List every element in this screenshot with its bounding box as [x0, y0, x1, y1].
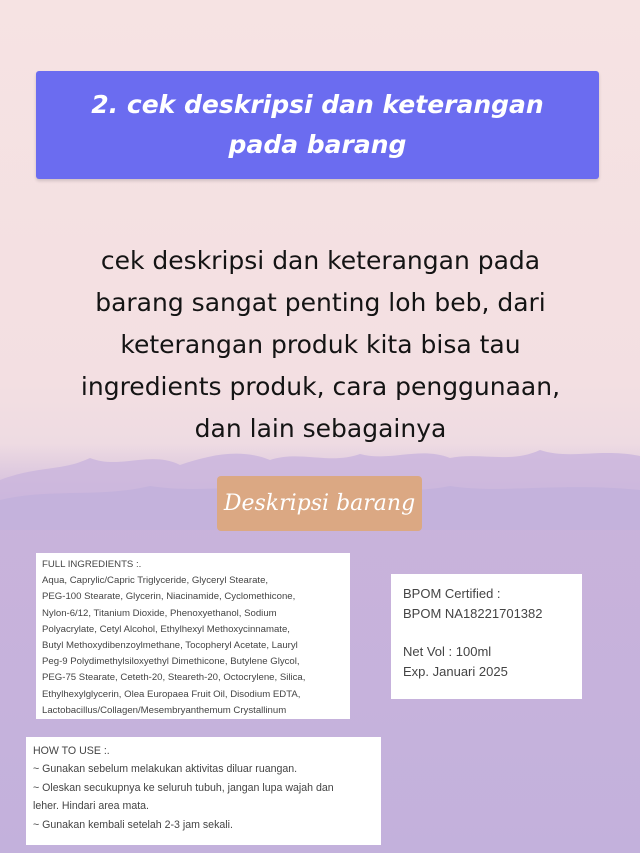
description-line: keterangan produk kita bisa tau [120, 330, 521, 359]
ingredients-line: Polyacrylate, Cetyl Alcohol, Ethylhexyl Methoxycinnamate, [42, 623, 290, 635]
how-to-use-line: ~ Gunakan sebelum melakukan aktivitas diluar ruangan. [33, 763, 298, 776]
description-line: cek deskripsi dan keterangan pada [100, 246, 541, 275]
description-text [48, 240, 593, 450]
description-line: ingredients produk, cara penggunaan, [80, 372, 561, 401]
how-to-use-card [26, 737, 381, 845]
section-label-pill [217, 476, 422, 531]
how-to-use-line: leher. Hindari area mata. [33, 800, 150, 813]
net-volume: Net Vol : 100ml [403, 644, 492, 659]
ingredients-card [36, 553, 350, 719]
title-banner [36, 71, 599, 179]
ingredients-line: PEG-75 Stearate, Ceteth-20, Steareth-20, Octocrylene, Silica, [42, 672, 306, 684]
section-label-text: Deskripsi barang [223, 491, 416, 516]
description-line: dan lain sebagainya [194, 414, 447, 443]
ingredients-line: Nylon-6/12, Titanium Dioxide, Phenoxyethanol, Sodium [42, 607, 277, 619]
title-text: 2. cek deskripsi dan keterangan pada barang [91, 90, 544, 159]
ingredients-line: Butyl Methoxydibenzoylmethane, Tocopheryl Acetate, Lauryl [42, 640, 298, 652]
bpom-number: BPOM NA18221701382 [403, 606, 543, 621]
ingredients-line: Aqua, Caprylic/Capric Triglyceride, Glyceryl Stearate, [42, 575, 269, 587]
ingredients-line: Ethylhexylglycerin, Olea Europaea Fruit Oil, Disodium EDTA, [42, 688, 301, 700]
ingredients-line: Peg-9 Polydimethylsiloxyethyl Dimethicone, Butylene Glycol, [42, 656, 300, 668]
bpom-card [391, 574, 582, 699]
spacer [403, 624, 570, 642]
bpom-certified-label: BPOM Certified : [403, 586, 501, 601]
how-to-use-line: ~ Gunakan kembali setelah 2-3 jam sekali. [33, 818, 233, 831]
description-line: barang sangat penting loh beb, dari [95, 288, 546, 317]
how-to-use-line: HOW TO USE :. [33, 745, 110, 757]
how-to-use-line: ~ Oleskan secukupnya ke seluruh tubuh, jangan lupa wajah dan [33, 781, 334, 794]
ingredients-line: FULL INGREDIENTS :. [42, 559, 142, 570]
expiry-date: Exp. Januari 2025 [403, 664, 508, 679]
ingredients-line: PEG-100 Stearate, Glycerin, Niacinamide, Cyclomethicone, [42, 591, 296, 603]
ingredients-line: Lactobacillus/Collagen/Mesembryanthemum Crystallinum [42, 704, 287, 716]
